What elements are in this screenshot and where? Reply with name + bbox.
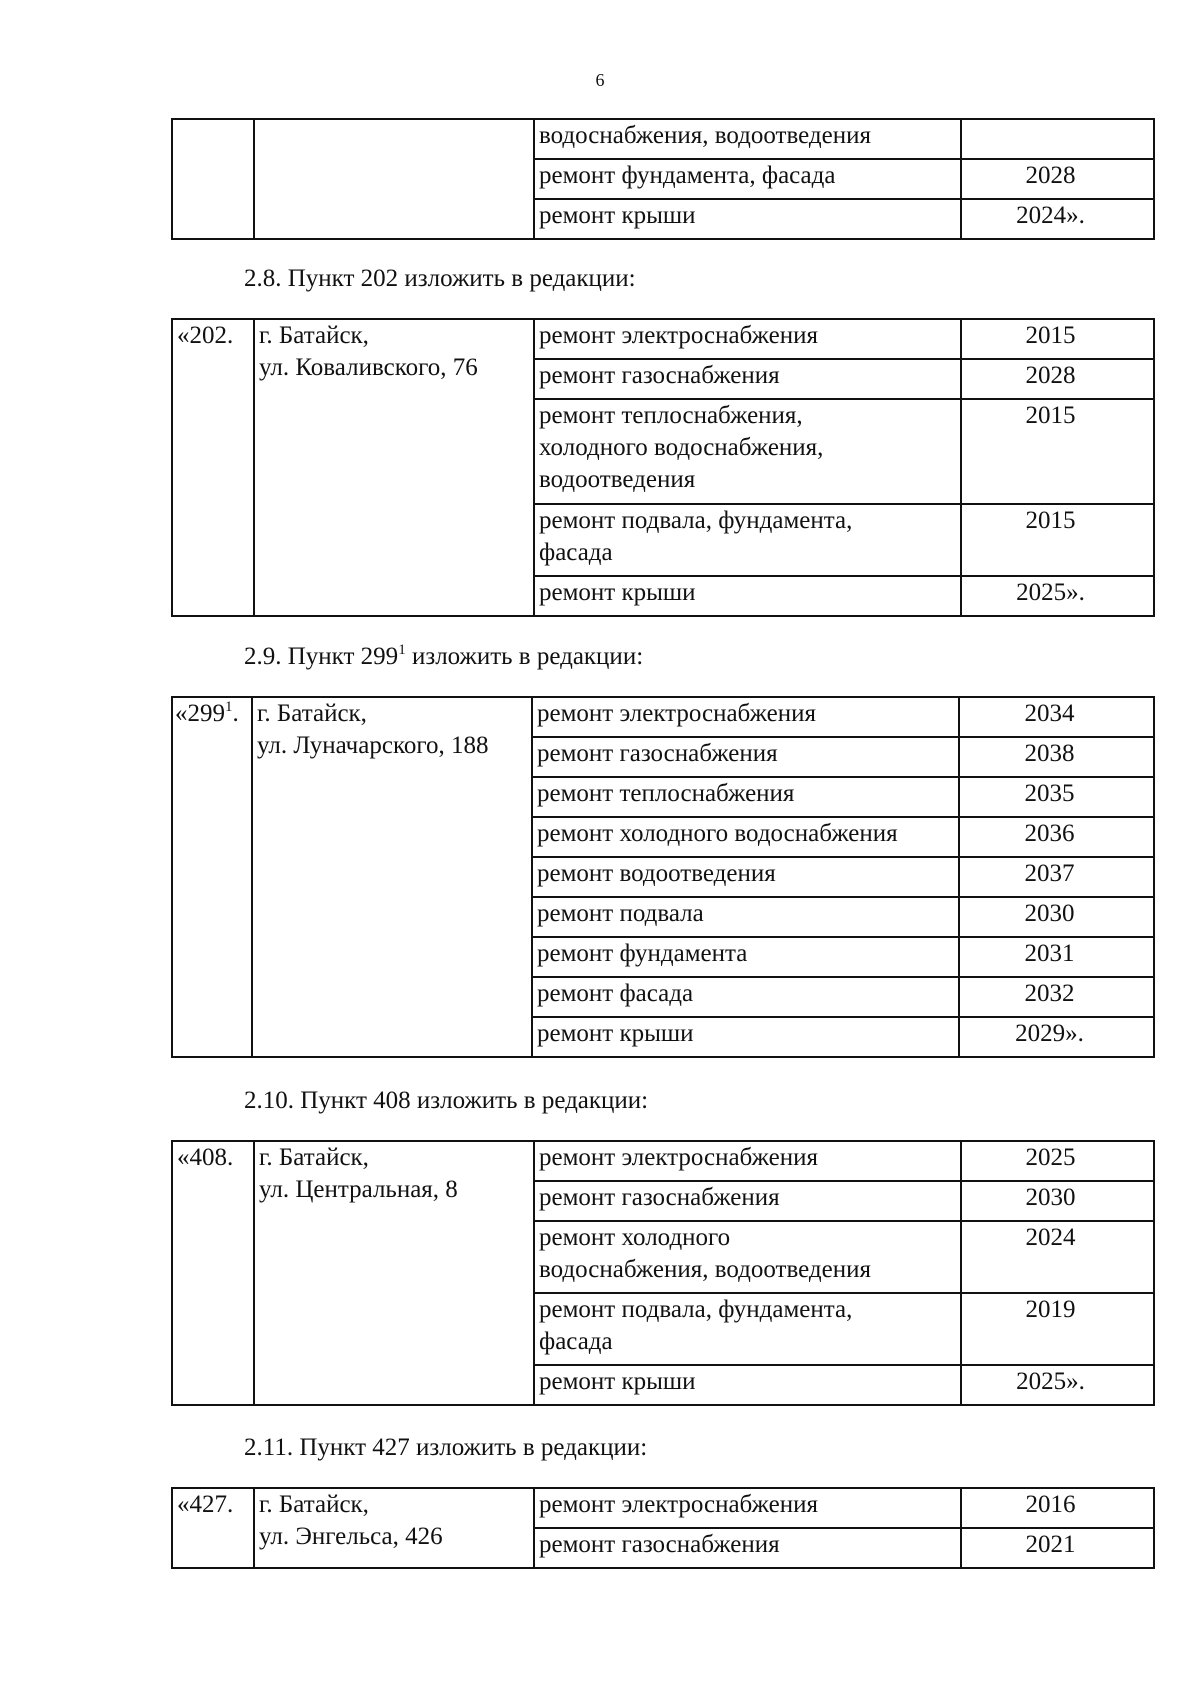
work-cell [534,399,961,504]
work-line: водоотведения [539,466,696,493]
street: ул. Центральная, 8 [259,1176,458,1203]
year-cell [961,119,1154,159]
work-line: ремонт теплоснабжения, [539,402,803,429]
year-cell: 2036 [959,817,1154,857]
city: г. Батайск, [259,1491,369,1518]
work-cell: ремонт электроснабжения [532,697,959,737]
continued-table [171,118,1155,240]
city: г. Батайск, [259,1144,369,1171]
item-number [172,697,252,1057]
year-cell: 2024 [961,1221,1154,1293]
work-cell: ремонт крыши [534,199,961,239]
year-cell: 2035 [959,777,1154,817]
section-table-299-1 [171,696,1155,1058]
work-cell: ремонт газоснабжения [534,1528,961,1568]
work-cell: ремонт электроснабжения [534,1141,961,1181]
work-cell [534,1221,961,1293]
address-cell [254,319,534,616]
year-cell: 2034 [959,697,1154,737]
work-line: ремонт подвала, фундамента, [539,1296,853,1323]
work-cell: ремонт теплоснабжения [532,777,959,817]
section-table-427 [171,1487,1155,1569]
year-cell: 2028 [961,359,1154,399]
year-cell: 2016 [961,1488,1154,1528]
item-number: «202. [172,319,254,616]
superscript: 1 [225,699,233,715]
year-cell: 2037 [959,857,1154,897]
year-cell: 2015 [961,399,1154,504]
work-line: фасада [539,539,613,566]
year-cell: 2030 [961,1181,1154,1221]
street: ул. Луначарского, 188 [257,732,489,759]
city: г. Батайск, [259,322,369,349]
work-cell: ремонт холодного водоснабжения [532,817,959,857]
year-cell: 2019 [961,1293,1154,1365]
work-cell: ремонт электроснабжения [534,319,961,359]
section-table-202 [171,318,1155,617]
work-cell: ремонт фасада [532,977,959,1017]
work-cell: ремонт газоснабжения [532,737,959,777]
work-line: водоснабжения, водоотведения [539,1256,871,1283]
work-cell: ремонт газоснабжения [534,359,961,399]
work-line: ремонт подвала, фундамента, [539,507,853,534]
year-cell: 2029». [959,1017,1154,1057]
number-text: . [232,700,239,727]
year-cell: 2015 [961,504,1154,576]
work-cell: ремонт крыши [534,576,961,616]
year-cell: 2021 [961,1528,1154,1568]
year-cell: 2015 [961,319,1154,359]
year-cell: 2038 [959,737,1154,777]
address-cell [254,1141,534,1405]
year-cell: 2024». [961,199,1154,239]
city: г. Батайск, [257,700,367,727]
section-table-408 [171,1140,1155,1406]
work-cell: водоснабжения, водоотведения [534,119,961,159]
section-heading: 2.11. Пункт 427 изложить в редакции: [244,1434,648,1461]
year-cell: 2025». [961,1365,1154,1405]
number-text: «299 [175,700,225,727]
work-cell [534,504,961,576]
address-cell [252,697,532,1057]
year-cell: 2025». [961,576,1154,616]
year-cell: 2030 [959,897,1154,937]
year-cell: 2032 [959,977,1154,1017]
address-cell [254,119,534,239]
item-number: «408. [172,1141,254,1405]
address-cell [254,1488,534,1568]
section-heading: 2.10. Пункт 408 изложить в редакции: [244,1087,649,1114]
number-cell [172,119,254,239]
street: ул. Коваливского, 76 [259,354,478,381]
work-cell [534,1293,961,1365]
work-cell: ремонт подвала [532,897,959,937]
year-cell: 2028 [961,159,1154,199]
work-line: фасада [539,1328,613,1355]
work-line: ремонт холодного [539,1224,731,1251]
page-number: 6 [595,70,605,90]
work-cell: ремонт электроснабжения [534,1488,961,1528]
item-number: «427. [172,1488,254,1568]
year-cell: 2025 [961,1141,1154,1181]
work-cell: ремонт фундамента [532,937,959,977]
work-cell: ремонт крыши [532,1017,959,1057]
section-heading: 2.8. Пункт 202 изложить в редакции: [244,265,636,292]
heading-text: изложить в редакции: [405,643,644,670]
work-cell: ремонт крыши [534,1365,961,1405]
work-line: холодного водоснабжения, [539,434,824,461]
year-cell: 2031 [959,937,1154,977]
work-cell: ремонт газоснабжения [534,1181,961,1221]
superscript: 1 [398,642,406,658]
heading-text: 2.9. Пункт 299 [244,643,399,670]
work-cell: ремонт фундамента, фасада [534,159,961,199]
section-heading [244,641,643,673]
street: ул. Энгельса, 426 [259,1523,443,1550]
work-cell: ремонт водоотведения [532,857,959,897]
